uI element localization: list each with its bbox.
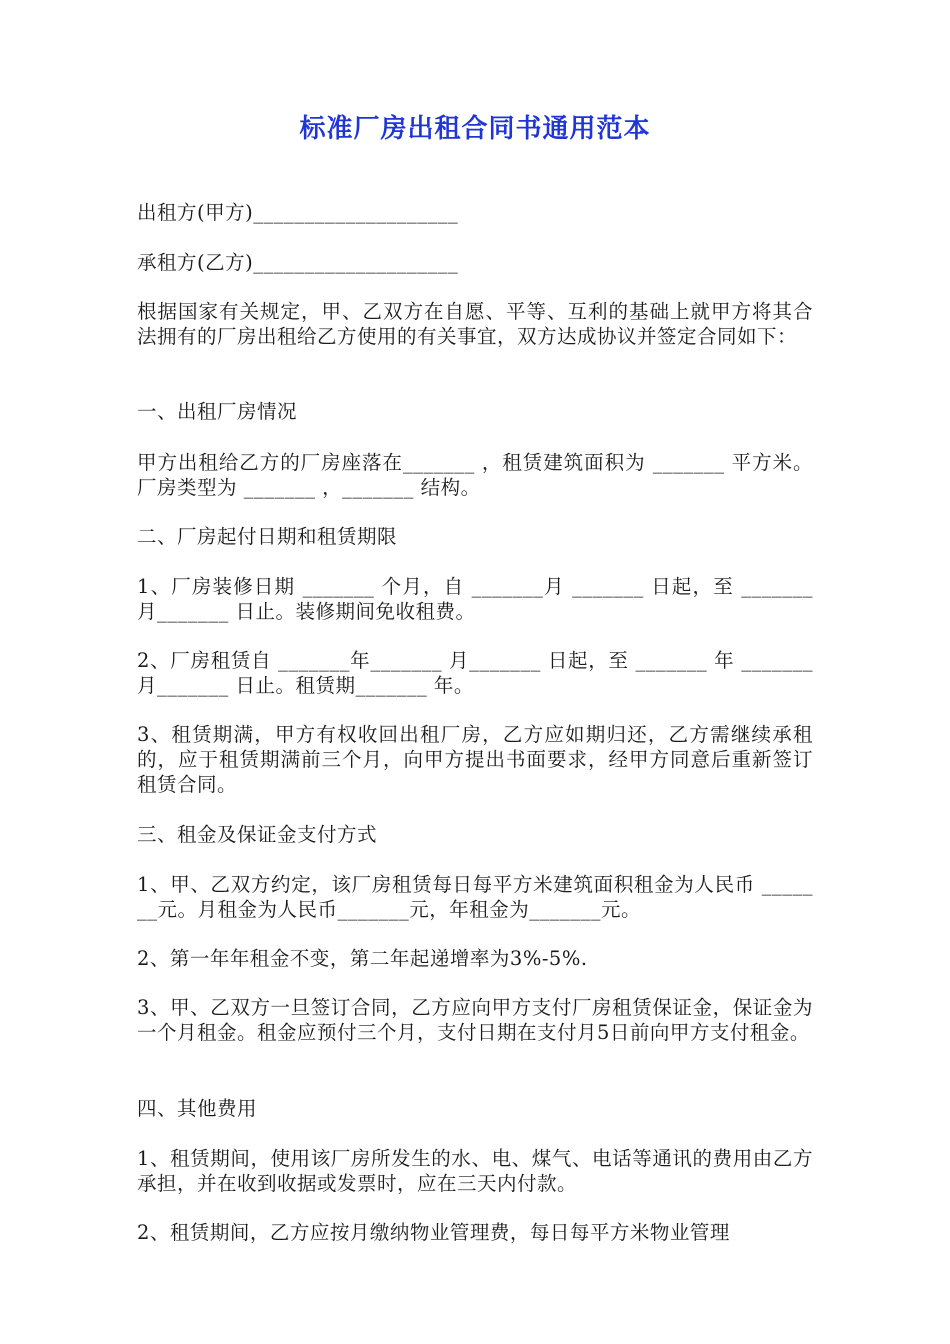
paragraph-rent-increase: 2、第一年年租金不变，第二年起递增率为3%-5%.	[137, 947, 588, 970]
paragraph-deposit: 3、甲、乙双方一旦签订合同，乙方应向甲方支付厂房租赁保证金，保证金为一个月租金。租金应预付三个月，支付日期在支付月5日前向甲方支付租金。	[137, 996, 813, 1044]
paragraph-property-fee: 2、租赁期间，乙方应按月缴纳物业管理费，每日每平方米物业管理	[137, 1221, 730, 1244]
section-heading-3: 三、租金及保证金支付方式	[137, 823, 378, 846]
document-title: 标准厂房出租合同书通用范本	[299, 114, 651, 144]
paragraph-property-details: 甲方出租给乙方的厂房座落在_______ ，租赁建筑面积为 _______ 平方米。厂房类型为 _______ ，_______ 结构。	[137, 451, 813, 499]
paragraph-utilities: 1、租赁期间，使用该厂房所发生的水、电、煤气、电话等通讯的费用由乙方承担，并在收到收据或发票时，应在三天内付款。	[137, 1147, 813, 1195]
paragraph-renovation-period: 1、厂房装修日期 _______ 个月，自 _______月 _______ 日起，至 _______ 月_______ 日止。装修期间免收租费。	[137, 575, 813, 623]
section-heading-2: 二、厂房起付日期和租赁期限	[137, 525, 398, 548]
paragraph-lease-expiry: 3、租赁期满，甲方有权收回出租厂房，乙方应如期归还，乙方需继续承租的，应于租赁期满前三个月，向甲方提出书面要求，经甲方同意后重新签订租赁合同。	[137, 723, 813, 796]
paragraph-lease-period: 2、厂房租赁自 _______年_______ 月_______ 日起，至 _______ 年 _______ 月_______ 日止。租赁期_______ 年。	[137, 649, 813, 697]
lessor-line: 出租方(甲方)____________________	[137, 201, 459, 224]
section-heading-1: 一、出租厂房情况	[137, 400, 298, 423]
section-heading-4: 四、其他费用	[137, 1097, 258, 1120]
preamble-paragraph: 根据国家有关规定，甲、乙双方在自愿、平等、互利的基础上就甲方将其合法拥有的厂房出租给乙方使用的有关事宜，双方达成协议并签定合同如下：	[137, 300, 813, 348]
lessee-line: 承租方(乙方)____________________	[137, 251, 459, 274]
paragraph-rent-amount: 1、甲、乙双方约定，该厂房租赁每日每平方米建筑面积租金为人民币 _______元。月租金为人民币_______元，年租金为_______元。	[137, 873, 813, 921]
